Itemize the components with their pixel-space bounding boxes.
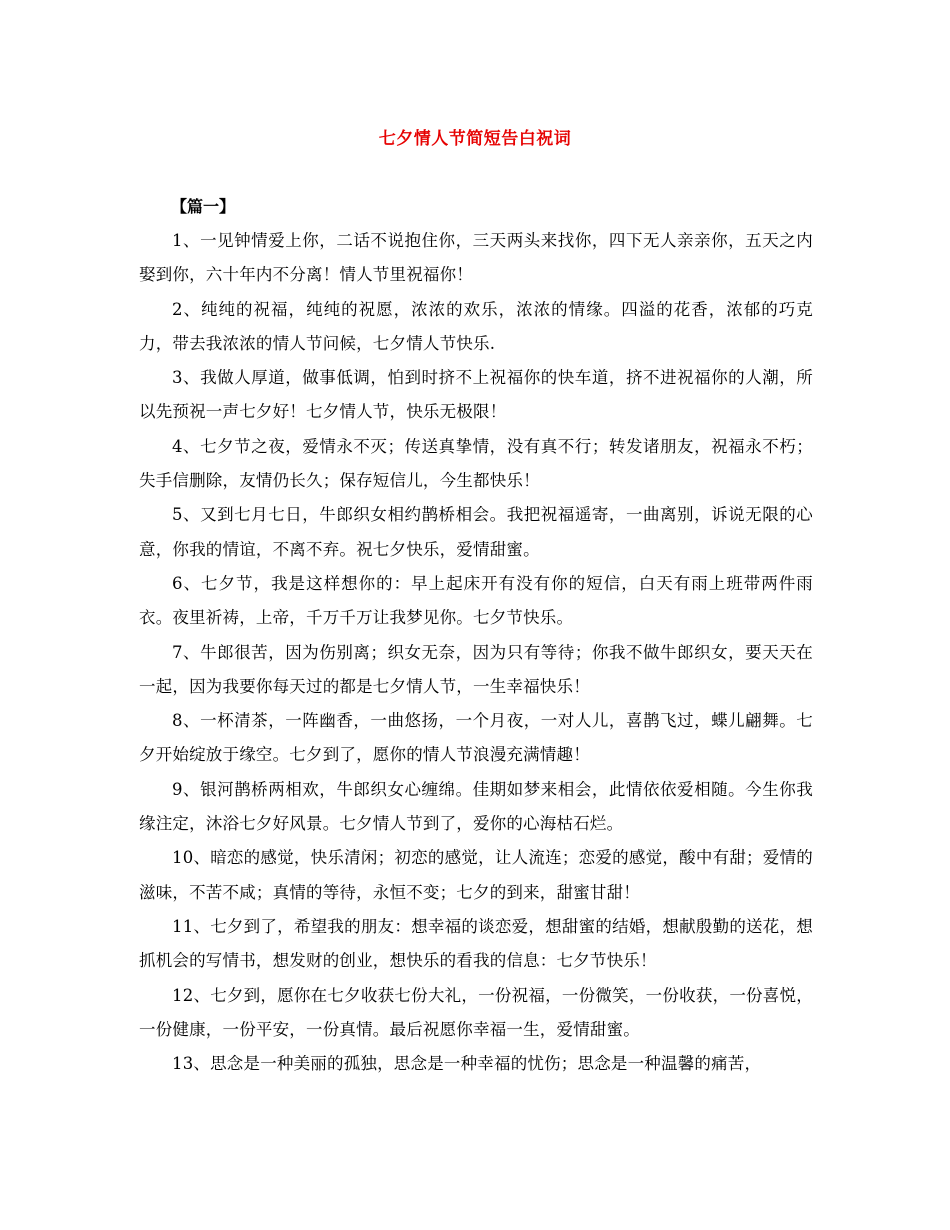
paragraph-3: 3、我做人厚道，做事低调，怕到时挤不上祝福你的快车道，挤不进祝福你的人潮，所以先预祝一声七夕好！七夕情人节，快乐无极限！ — [139, 368, 813, 422]
document-body — [139, 190, 813, 1081]
paragraph-12: 12、七夕到，愿你在七夕收获七份大礼，一份祝福，一份微笑，一份收获，一份喜悦，一份健康，一份平安，一份真情。最后祝愿你幸福一生，爱情甜蜜。 — [139, 985, 813, 1039]
paragraph-6: 6、七夕节，我是这样想你的：早上起床开有没有你的短信，白天有雨上班带两件雨衣。夜里祈祷，上帝，千万千万让我梦见你。七夕节快乐。 — [139, 573, 813, 628]
paragraph-9: 9、银河鹊桥两相欢，牛郎织女心缠绵。佳期如梦来相会，此情依依爱相随。今生你我缘注定，沐浴七夕好风景。七夕情人节到了，爱你的心海枯石烂。 — [139, 779, 813, 834]
paragraph-13: 13、思念是一种美丽的孤独，思念是一种幸福的忧伤；思念是一种温馨的痛苦， — [172, 1054, 762, 1074]
paragraph-10: 10、暗恋的感觉，快乐清闲；初恋的感觉，让人流连；恋爱的感觉，酸中有甜；爱情的滋味，不苦不咸；真情的等待，永恒不变；七夕的到来，甜蜜甘甜！ — [139, 848, 813, 902]
paragraph-2: 2、纯纯的祝福，纯纯的祝愿，浓浓的欢乐，浓浓的情缘。四溢的花香，浓郁的巧克力，带去我浓浓的情人节问候，七夕情人节快乐. — [139, 299, 813, 353]
paragraph-7: 7、牛郎很苦，因为伤别离；织女无奈，因为只有等待；你我不做牛郎织女，要天天在一起，因为我要你每天过的都是七夕情人节，一生幸福快乐！ — [139, 642, 813, 696]
paragraph-8: 8、一杯清茶，一阵幽香，一曲悠扬，一个月夜，一对人儿，喜鹊飞过，蝶儿翩舞。七夕开始绽放于缘空。七夕到了，愿你的情人节浪漫充满情趣！ — [139, 711, 813, 765]
paragraph-4: 4、七夕节之夜，爱情永不灭；传送真挚情，没有真不行；转发诸朋友，祝福永不朽；失手信删除，友情仍长久；保存短信儿，今生都快乐！ — [139, 436, 813, 491]
document-title: 七夕情人节简短告白祝词 — [378, 129, 572, 149]
paragraph-1: 1、一见钟情爱上你，二话不说抱住你，三天两头来找你，四下无人亲亲你，五天之内娶到你，六十年内不分离！情人节里祝福你！ — [139, 231, 813, 285]
section-heading: 【篇一】 — [171, 197, 236, 216]
paragraph-11: 11、七夕到了，希望我的朋友：想幸福的谈恋爱，想甜蜜的结婚，想献殷勤的送花，想抓机会的写情书，想发财的创业，想快乐的看我的信息：七夕节快乐！ — [139, 916, 813, 971]
paragraph-5: 5、又到七月七日，牛郎织女相约鹊桥相会。我把祝福遥寄，一曲离别，诉说无限的心意，你我的情谊，不离不弃。祝七夕快乐，爱情甜蜜。 — [139, 505, 813, 559]
